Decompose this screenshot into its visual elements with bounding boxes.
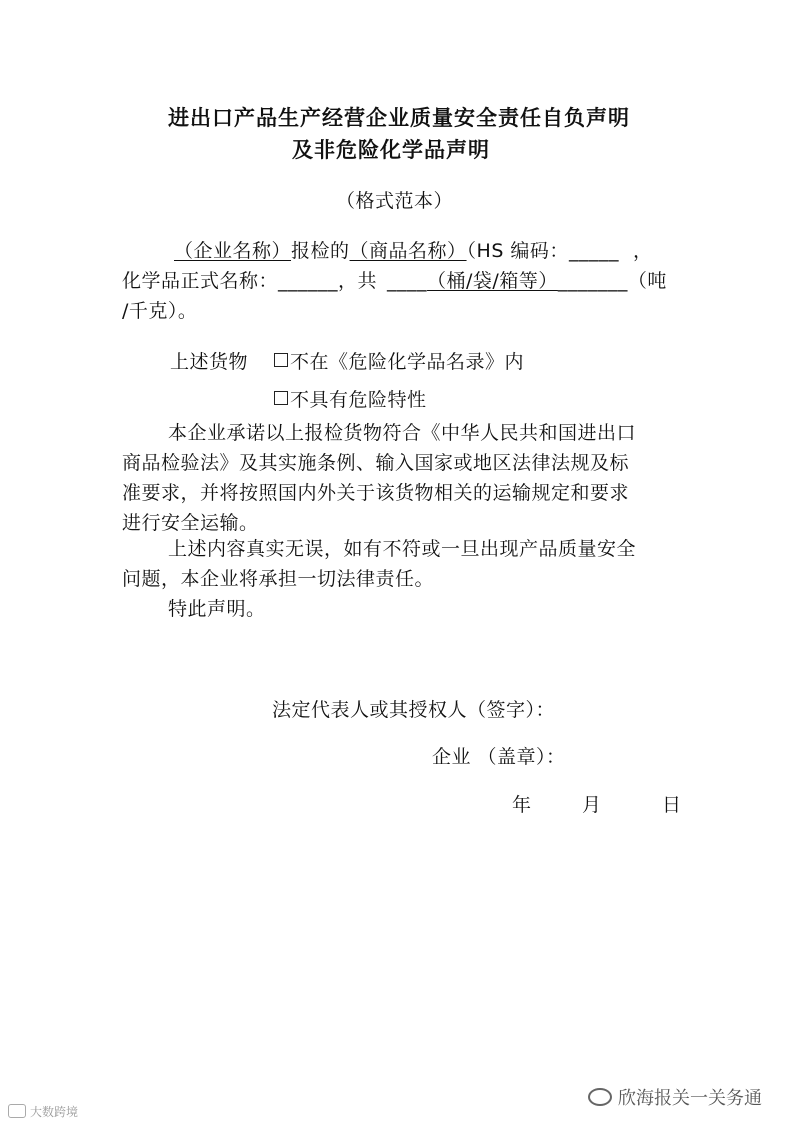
goods-option2-label: 不具有危险特性: [290, 389, 427, 411]
commit-line2: 商品检验法》及其实施条例、输入国家或地区法律法规及标: [122, 452, 630, 474]
sign-rep-label: 法定代表人或其授权人（签字）：: [272, 699, 556, 721]
hs-label: （HS 编码：: [466, 240, 569, 262]
hs-end: ，: [632, 240, 653, 262]
unit-weight-text: （吨: [627, 270, 667, 292]
unit-blank: _______: [557, 270, 628, 292]
truth-line2: 问题，本企业将承担一切法律责任。: [122, 568, 435, 590]
doc-subtitle: （格式范本）: [336, 190, 454, 212]
commit-line3: 准要求，并将按照国内外关于该货物相关的运输规定和要求: [122, 482, 630, 504]
doc-title-line2: 及非危险化学品声明: [292, 138, 490, 162]
product-name-field: （商品名称）: [349, 240, 467, 262]
goods-option1-label: 不在《危险化学品名录》内: [290, 351, 525, 373]
checkbox-not-dangerous[interactable]: [274, 391, 288, 405]
sign-month: 月: [582, 794, 602, 816]
checkbox-not-in-list[interactable]: [274, 353, 288, 367]
doc-title-line1: 进出口产品生产经营企业质量安全责任自负声明: [168, 106, 630, 130]
total-blank: ____: [387, 270, 428, 292]
enterprise-name-field: （企业名称）: [174, 240, 292, 262]
goods-option2: [274, 385, 427, 412]
intro-line1: [174, 236, 652, 263]
sign-company-label: 企业 （盖章）：: [432, 746, 566, 768]
commit-line4: 进行安全运输。: [122, 512, 259, 534]
intro-line3: /千克）。: [122, 300, 198, 322]
declare-text: 特此声明。: [168, 598, 266, 620]
sign-year: 年: [512, 794, 532, 816]
inspected-text: 报检的: [291, 240, 350, 262]
chem-name-label: 化学品正式名称：: [122, 270, 279, 292]
watermark-left: [8, 1103, 78, 1120]
hs-code-blank: _____: [568, 240, 619, 262]
total-text: ，共: [338, 270, 378, 292]
truth-line1: 上述内容真实无误，如有不符或一旦出现产品质量安全: [168, 538, 637, 560]
commit-line1: 本企业承诺以上报检货物符合《中华人民共和国进出口: [168, 422, 637, 444]
watermark-left-text: 大数跨境: [30, 1105, 79, 1119]
wechat-icon: [588, 1088, 612, 1106]
chem-name-blank: ______: [278, 270, 339, 292]
goods-label: 上述货物: [170, 351, 249, 373]
intro-line2: [122, 266, 667, 293]
watermark-right: [588, 1084, 762, 1110]
goods-option1: [274, 347, 524, 374]
watermark-right-text: 欣海报关一关务通: [618, 1088, 762, 1109]
logo-icon: [8, 1104, 26, 1118]
unit-container-text: （桶/袋/箱等）: [427, 270, 558, 292]
sign-day: 日: [662, 794, 682, 816]
